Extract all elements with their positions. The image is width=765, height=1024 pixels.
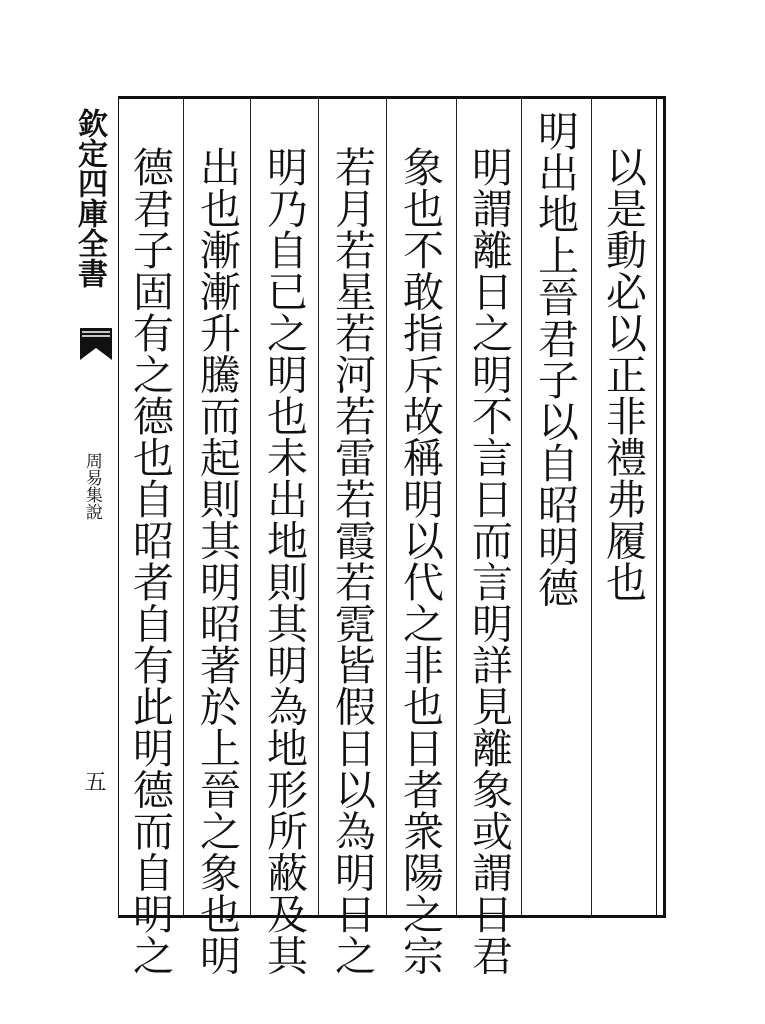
fishtail-mark-icon bbox=[78, 326, 114, 362]
column-rule bbox=[521, 98, 522, 916]
margin-book-title: 周易集說 bbox=[81, 452, 102, 520]
frame-inner-rule bbox=[656, 99, 657, 915]
text-column-8: 德君子固有之德也自昭者自有此明德而自明之 bbox=[126, 146, 174, 976]
margin-title: 欽定四庫全書 bbox=[72, 108, 107, 288]
text-column-1: 以是動必以正非禮弗履也 bbox=[599, 146, 647, 603]
column-rule bbox=[386, 98, 387, 916]
column-rule bbox=[250, 98, 251, 916]
text-column-3: 明謂離日之明不言日而言明詳見離象或謂日君 bbox=[465, 146, 513, 976]
margin-page-number: 五 bbox=[81, 770, 106, 792]
column-rule bbox=[456, 98, 457, 916]
text-column-4: 象也不敢指斥故稱明以代之非也日者衆陽之宗 bbox=[396, 146, 444, 976]
column-rule bbox=[591, 98, 592, 916]
column-rule bbox=[318, 98, 319, 916]
text-column-6: 明乃自已之明也未出地則其明為地形所蔽及其 bbox=[260, 146, 308, 976]
text-column-5: 若月若星若河若雷若霞若霓皆假日以為明日之 bbox=[328, 146, 376, 976]
text-column-7: 出也漸漸升騰而起則其明昭著於上晉之象也明 bbox=[193, 146, 241, 976]
text-column-2: 明出地上晉君子以自昭明德 bbox=[531, 110, 579, 608]
column-rule bbox=[183, 98, 184, 916]
